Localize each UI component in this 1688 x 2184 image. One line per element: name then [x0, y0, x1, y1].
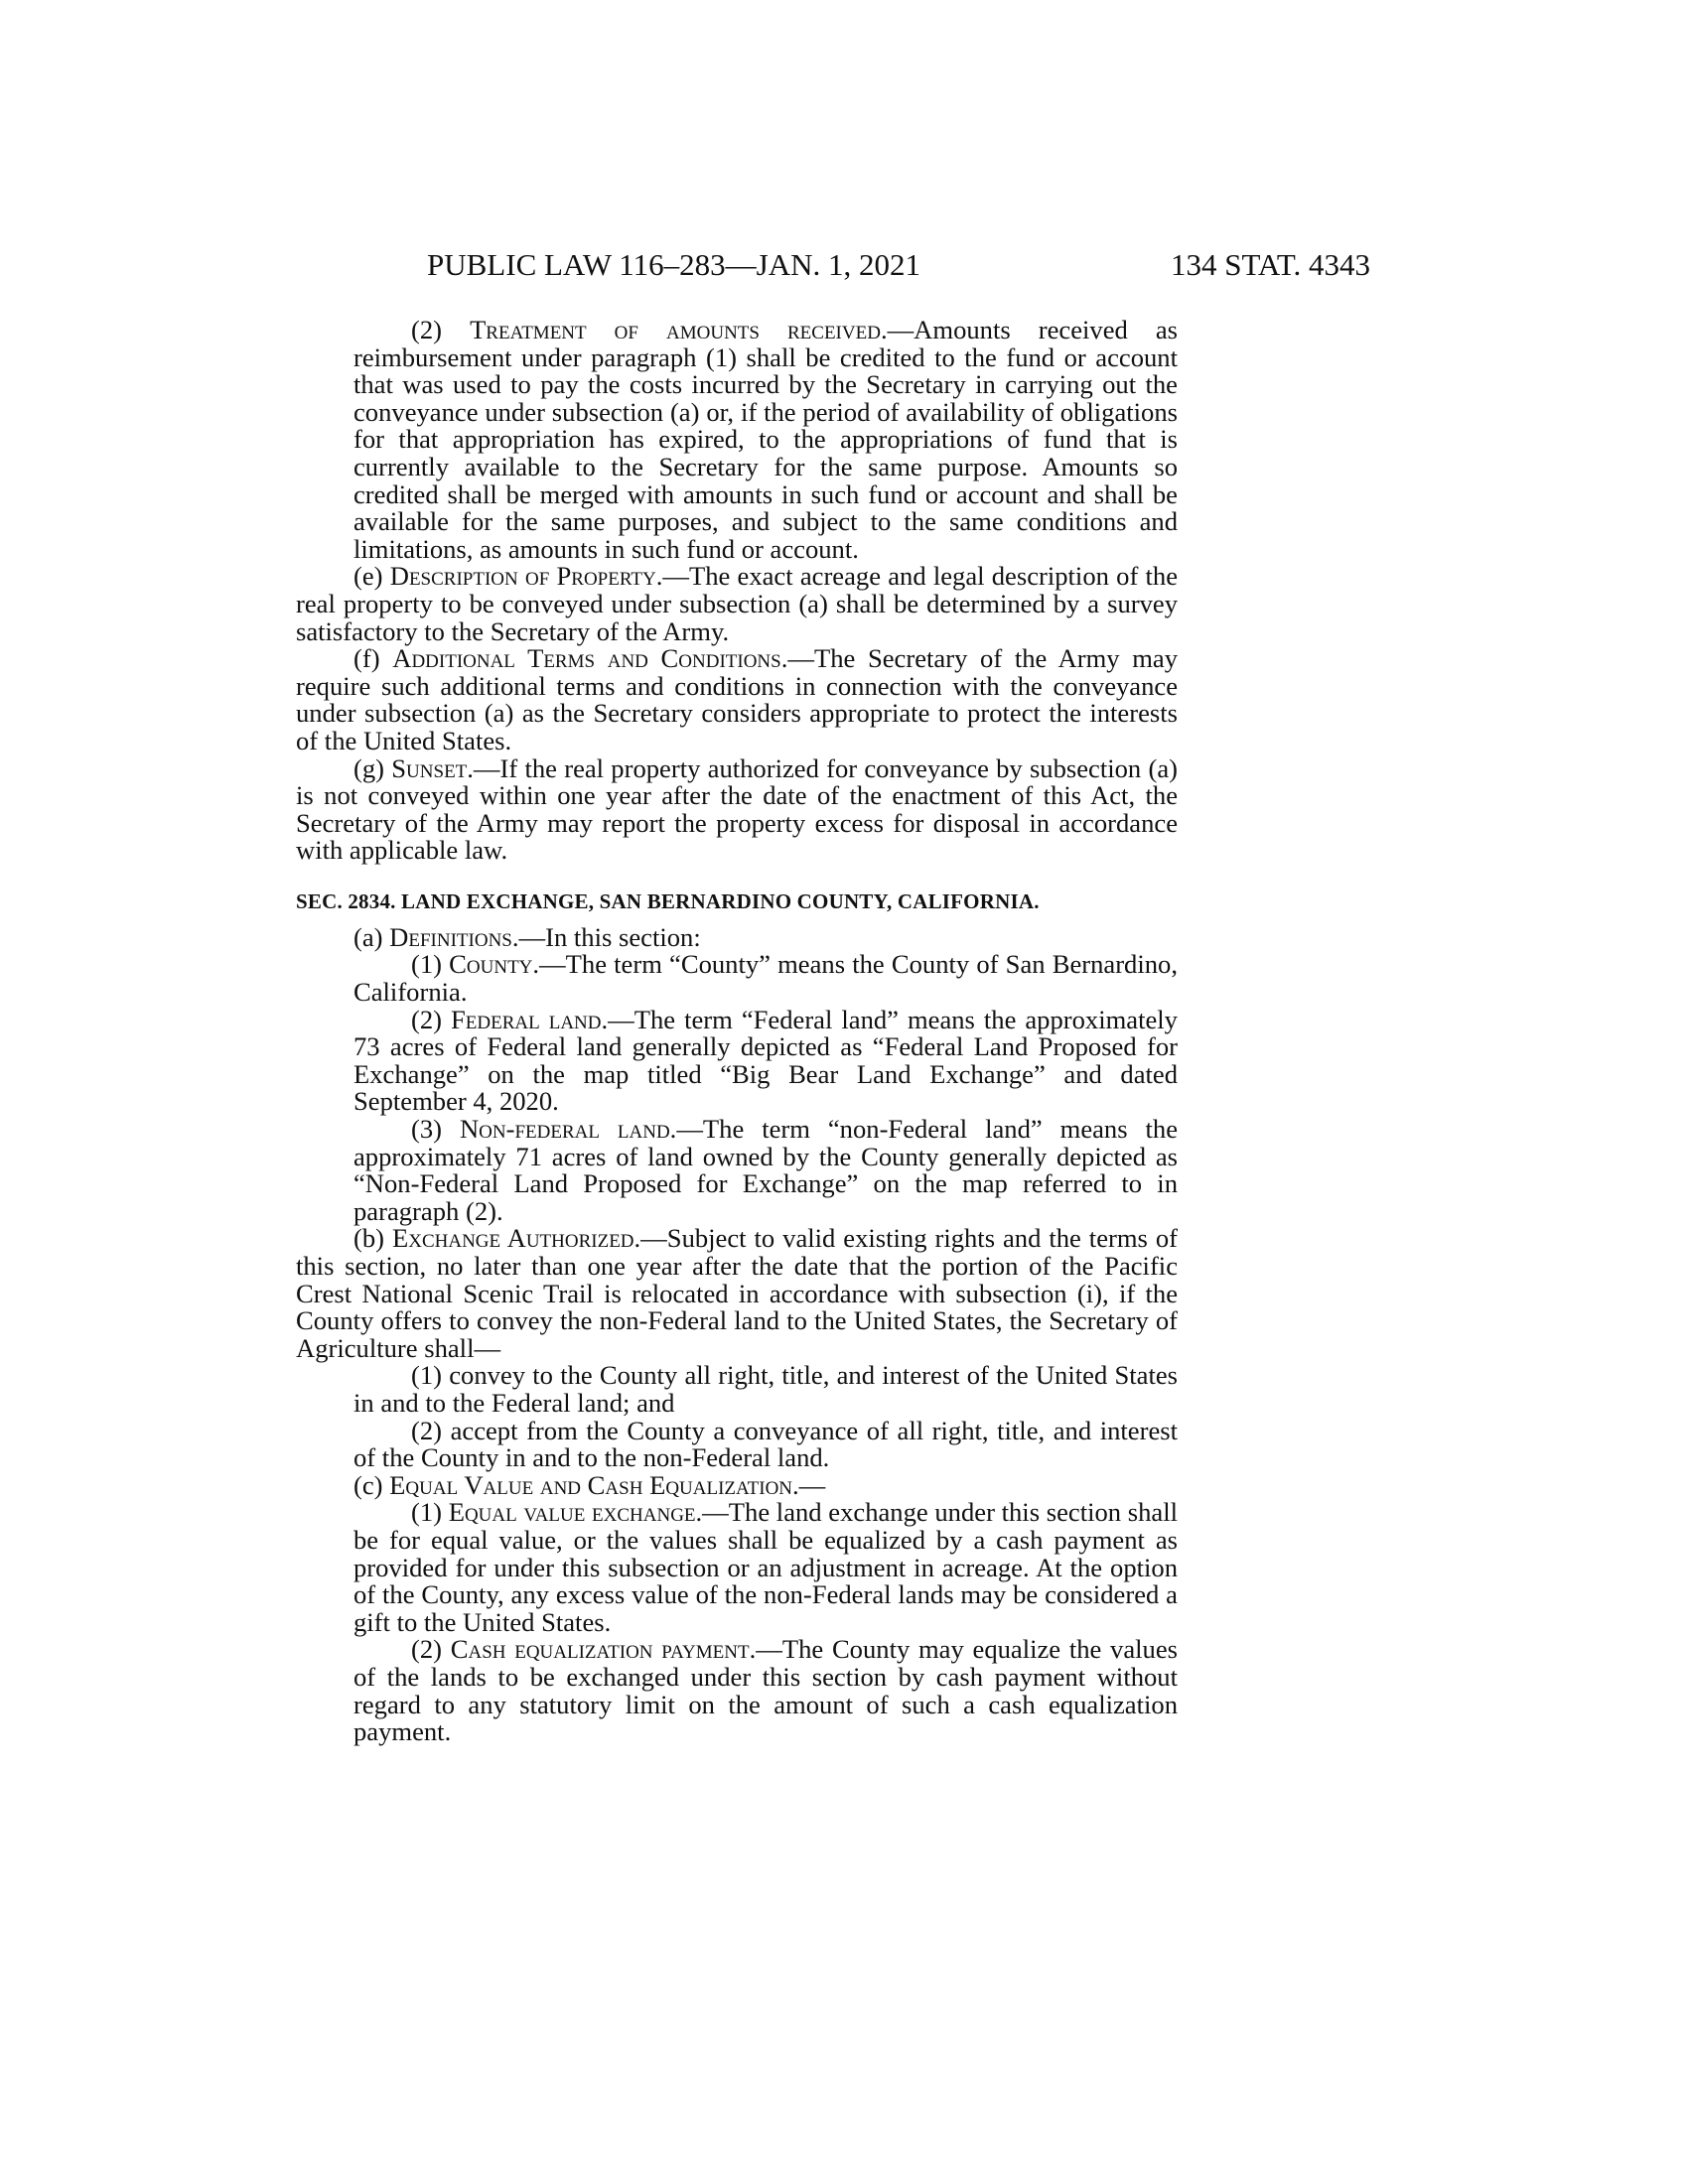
paragraph-number: (2) [411, 315, 471, 344]
running-head: PUBLIC LAW 116–283—JAN. 1, 2021 [427, 247, 920, 282]
paragraph-caption: Equal value exchange [448, 1497, 696, 1528]
paragraph-text: .—The land exchange under this section shall be for equal value, or the values shall be equalized by a cash payment as provided for under this subsection or an adjustment in acreage. At the option of the County, any excess value of the non-Federal lands may be considered a gift to the United States. [353, 1497, 1178, 1637]
paragraph-number: (2) [411, 1634, 451, 1665]
paragraph-caption: Treatment of amounts received [470, 315, 881, 344]
paragraph-caption: Exchange Authorized [391, 1223, 634, 1254]
paragraph-b-exchange-authorized [296, 1225, 1178, 1362]
page-citation: 134 STAT. 4343 [1170, 247, 1370, 282]
paragraph-text: .— [792, 1469, 826, 1500]
document-body [296, 317, 1178, 1746]
paragraph-caption: Additional Terms and Conditions [392, 643, 781, 674]
paragraph-caption: Description of Property [389, 561, 656, 592]
paragraph-a-definitions [296, 921, 1178, 952]
paragraph-text: convey to the County all right, title, and interest of the United States in and to the Federal land; and [353, 1360, 1178, 1418]
paragraph-text: .—In this section: [511, 921, 701, 952]
paragraph-b1-convey [296, 1362, 1178, 1417]
paragraph-text: .—The term “non-Federal land” means the approximately 71 acres of land owned by the County generally depicted as “Non-Federal Land Proposed for Exchange” on the map referred to in paragraph (2). [353, 1114, 1178, 1226]
paragraph-text: .—The Secretary of the Army may require such additional terms and conditions in connection with the conveyance under subsection (a) as the Secretary considers appropriate to protect the interests of the United States. [296, 643, 1178, 755]
paragraph-caption: Non-federal land [459, 1114, 670, 1145]
paragraph-text: .—Amounts received as reimbursement under paragraph (1) shall be credited to the fund or account that was used to pay the costs incurred by the Secretary in carrying out the conveyance under subsection (a) or, if the period of availability of obligations for that appropriation has expired, to the appropriations of fund that is currently available to the Secretary for the same purpose. Amounts so credited shall be merged with amounts in such fund or account and shall be available for the same purposes, and subject to the same conditions and limitations, as amounts in such fund or account. [353, 315, 1178, 564]
paragraph-text: .—The County may equalize the values of the lands to be exchanged under this section by cash payment without regard to any statutory limit on the amount of such a cash equalization payment. [353, 1634, 1178, 1747]
paragraph-a1-county [296, 951, 1178, 1006]
paragraph-e-description-of-property [296, 563, 1178, 645]
paragraph-caption: Cash equalization payment [450, 1634, 750, 1665]
paragraph-number: (a) [353, 921, 390, 952]
paragraph-caption: Definitions [389, 921, 512, 952]
paragraph-number: (b) [353, 1223, 392, 1254]
paragraph-text: .—The term “Federal land” means the approximately 73 acres of Federal land generally depicted as “Federal Land Proposed for Exchange” on the map titled “Big Bear Land Exchange” and dated September 4, 2020. [353, 1004, 1178, 1117]
paragraph-c2-cash-equalization [296, 1636, 1178, 1745]
paragraph-text: .—Subject to valid existing rights and the terms of this section, no later than one year after the date that the portion of the Pacific Crest National Scenic Trail is relocated in accordance with subsection (i), if the County offers to convey the non-Federal land to the United States, the Secretary of Agriculture shall— [296, 1223, 1179, 1363]
paragraph-text: .—The exact acreage and legal description of the real property to be conveyed under subsection (a) shall be determined by a survey satisfactory to the Secretary of the Army. [296, 561, 1179, 646]
paragraph-c-equal-value [296, 1469, 1178, 1500]
paragraph-f-additional-terms [296, 645, 1178, 754]
paragraph-a2-federal-land [296, 1004, 1178, 1117]
paragraph-b2-accept [296, 1415, 1178, 1473]
paragraph-g-sunset [296, 752, 1178, 866]
paragraph-d2-treatment-of-amounts [296, 317, 1178, 563]
page-header [427, 245, 1370, 285]
paragraph-caption: Federal land [451, 1004, 602, 1034]
paragraph-number: (2) [411, 1415, 451, 1445]
paragraph-number: (e) [353, 561, 390, 592]
paragraph-c1-equal-value-exchange [296, 1499, 1178, 1636]
paragraph-text: accept from the County a conveyance of all right, title, and interest of the County in and to the non-Federal land. [353, 1415, 1178, 1473]
paragraph-number: (1) [411, 949, 450, 980]
paragraph-a3-non-federal-land [296, 1116, 1178, 1225]
section-heading: SEC. 2834. LAND EXCHANGE, SAN BERNARDINO COUNTY, CALIFORNIA. [296, 888, 1040, 913]
paragraph-number: (2) [411, 1004, 452, 1034]
paragraph-number: (1) [411, 1360, 450, 1391]
paragraph-text: .—The term “County” means the County of San Bernardino, California. [353, 949, 1178, 1008]
paragraph-number: (c) [353, 1469, 390, 1500]
paragraph-number: (f) [353, 643, 393, 674]
paragraph-caption: Sunset [391, 752, 468, 783]
paragraph-caption: Equal Value and Cash Equalization [389, 1469, 793, 1500]
paragraph-number: (3) [411, 1114, 460, 1145]
paragraph-text: .—If the real property authorized for conveyance by subsection (a) is not conveyed within one year after the date of the enactment of this Act, the Secretary of the Army may report the property excess for disposal in accordance with applicable law. [296, 752, 1178, 866]
paragraph-number: (g) [353, 752, 392, 783]
paragraph-caption: County [449, 949, 533, 980]
paragraph-number: (1) [411, 1497, 449, 1528]
